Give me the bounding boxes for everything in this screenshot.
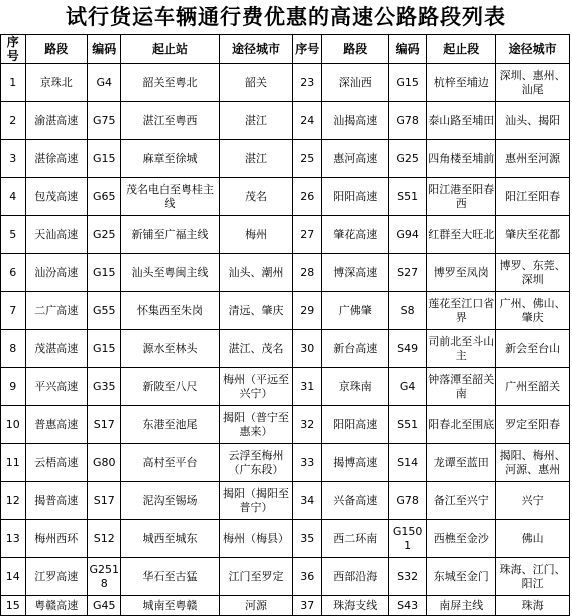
cell-stations: 茂名电白至粤桂主线 <box>121 178 219 216</box>
table-row <box>1 292 570 330</box>
cell-stations: 新铺至广福主线 <box>121 216 219 254</box>
cell-code-2: S51 <box>389 406 427 444</box>
cell-stations: 怀集西至朱岗 <box>121 292 219 330</box>
cell-code-2: G15 <box>389 64 427 102</box>
cell-road: 梅州西环 <box>25 520 87 558</box>
header-code: 编码 <box>88 35 121 64</box>
cell-index-2: 26 <box>293 178 322 216</box>
cell-code-2: G1501 <box>389 520 427 558</box>
cell-road-2: 阳阳高速 <box>322 178 389 216</box>
cell-code-2: G94 <box>389 216 427 254</box>
table-row <box>1 178 570 216</box>
cell-road-2: 揭博高速 <box>322 444 389 482</box>
cell-code: G65 <box>88 178 121 216</box>
cell-code: G80 <box>88 444 121 482</box>
cell-cities-2: 汕头、揭阳 <box>496 102 570 140</box>
table-row <box>1 558 570 596</box>
cell-code: G35 <box>88 368 121 406</box>
cell-code: G2518 <box>88 558 121 596</box>
cell-cities: 湛江 <box>219 102 293 140</box>
cell-sections-2: 红群至大旺北 <box>427 216 496 254</box>
cell-stations: 韶关至粤北 <box>121 64 219 102</box>
cell-cities: 梅州（平远至兴宁） <box>219 368 293 406</box>
table-row <box>1 216 570 254</box>
cell-index-2: 23 <box>293 64 322 102</box>
cell-road-2: 肇花高速 <box>322 216 389 254</box>
cell-sections-2: 阳江港至阳春西 <box>427 178 496 216</box>
cell-index-2: 34 <box>293 482 322 520</box>
cell-road-2: 新台高速 <box>322 330 389 368</box>
cell-cities-2: 广州至韶关 <box>496 368 570 406</box>
cell-road-2: 珠海支线 <box>322 596 389 616</box>
cell-stations: 高村至平台 <box>121 444 219 482</box>
cell-code-2: S32 <box>389 558 427 596</box>
cell-stations: 湛江至粤西 <box>121 102 219 140</box>
table-row <box>1 64 570 102</box>
cell-index: 13 <box>1 520 26 558</box>
cell-code: G55 <box>88 292 121 330</box>
cell-road-2: 西部沿海 <box>322 558 389 596</box>
cell-index: 15 <box>1 596 26 616</box>
cell-index-2: 37 <box>293 596 322 616</box>
cell-road-2: 惠河高速 <box>322 140 389 178</box>
cell-sections-2: 备江至兴宁 <box>427 482 496 520</box>
cell-index-2: 36 <box>293 558 322 596</box>
table-row <box>1 520 570 558</box>
cell-cities: 梅州 <box>219 216 293 254</box>
cell-stations: 东港至池尾 <box>121 406 219 444</box>
cell-cities-2: 揭阳、梅州、河源、惠州 <box>496 444 570 482</box>
header-road-2: 路段 <box>322 35 389 64</box>
cell-index-2: 25 <box>293 140 322 178</box>
cell-index-2: 32 <box>293 406 322 444</box>
cell-cities-2: 阳江至阳春 <box>496 178 570 216</box>
cell-stations: 泥沟至锡场 <box>121 482 219 520</box>
cell-index: 2 <box>1 102 26 140</box>
cell-road-2: 阳阳高速 <box>322 406 389 444</box>
table-row <box>1 330 570 368</box>
table-row <box>1 406 570 444</box>
cell-stations: 城南至粤赣 <box>121 596 219 616</box>
cell-sections-2: 四角楼至埔前 <box>427 140 496 178</box>
cell-code-2: G78 <box>389 102 427 140</box>
cell-sections-2: 阳春北至围底 <box>427 406 496 444</box>
cell-sections-2: 东城至金门 <box>427 558 496 596</box>
cell-index: 14 <box>1 558 26 596</box>
cell-road: 平兴高速 <box>25 368 87 406</box>
cell-code-2: G25 <box>389 140 427 178</box>
cell-cities-2: 佛山 <box>496 520 570 558</box>
cell-cities: 湛江、茂名 <box>219 330 293 368</box>
cell-stations: 城西至城东 <box>121 520 219 558</box>
cell-code-2: S51 <box>389 178 427 216</box>
cell-code: G15 <box>88 254 121 292</box>
header-stations: 起止站 <box>121 35 219 64</box>
cell-road: 渝湛高速 <box>25 102 87 140</box>
cell-cities: 茂名 <box>219 178 293 216</box>
table-row <box>1 596 570 616</box>
cell-index: 5 <box>1 216 26 254</box>
cell-index: 12 <box>1 482 26 520</box>
cell-index-2: 27 <box>293 216 322 254</box>
header-sections-2: 起止段 <box>427 35 496 64</box>
cell-road-2: 深汕西 <box>322 64 389 102</box>
cell-index: 1 <box>1 64 26 102</box>
cell-road: 江罗高速 <box>25 558 87 596</box>
cell-cities-2: 珠海、江门、阳江 <box>496 558 570 596</box>
cell-cities: 江门至罗定 <box>219 558 293 596</box>
cell-road: 包茂高速 <box>25 178 87 216</box>
cell-code-2: S49 <box>389 330 427 368</box>
table-row <box>1 254 570 292</box>
cell-sections-2: 莲花至江口省界 <box>427 292 496 330</box>
cell-index: 3 <box>1 140 26 178</box>
cell-code: G45 <box>88 596 121 616</box>
cell-code-2: S8 <box>389 292 427 330</box>
cell-cities-2: 珠海 <box>496 596 570 616</box>
header-cities: 途径城市 <box>219 35 293 64</box>
header-code-2: 编码 <box>389 35 427 64</box>
cell-code-2: G4 <box>389 368 427 406</box>
cell-cities: 揭阳（揭阳至普宁） <box>219 482 293 520</box>
cell-code: G25 <box>88 216 121 254</box>
table-row <box>1 444 570 482</box>
cell-code-2: S27 <box>389 254 427 292</box>
table-header-row <box>1 35 570 64</box>
cell-index-2: 33 <box>293 444 322 482</box>
cell-code: G15 <box>88 330 121 368</box>
cell-stations: 汕头至粤闽主线 <box>121 254 219 292</box>
cell-road: 茂湛高速 <box>25 330 87 368</box>
cell-sections-2: 杭梓至埔边 <box>427 64 496 102</box>
cell-code-2: G78 <box>389 482 427 520</box>
cell-cities-2: 博罗、东莞、深圳 <box>496 254 570 292</box>
cell-cities: 河源 <box>219 596 293 616</box>
cell-stations: 新陂至八尺 <box>121 368 219 406</box>
cell-index: 8 <box>1 330 26 368</box>
cell-code: G15 <box>88 140 121 178</box>
highway-section-table <box>0 34 570 616</box>
cell-stations: 源水至林头 <box>121 330 219 368</box>
cell-index: 6 <box>1 254 26 292</box>
cell-index: 9 <box>1 368 26 406</box>
cell-cities-2: 兴宁 <box>496 482 570 520</box>
cell-cities-2: 广州、佛山、肇庆 <box>496 292 570 330</box>
cell-stations: 麻章至徐城 <box>121 140 219 178</box>
cell-cities: 韶关 <box>219 64 293 102</box>
cell-index: 10 <box>1 406 26 444</box>
table-row <box>1 482 570 520</box>
cell-sections-2: 西樵至金沙 <box>427 520 496 558</box>
cell-code-2: S14 <box>389 444 427 482</box>
cell-road: 普惠高速 <box>25 406 87 444</box>
cell-index: 7 <box>1 292 26 330</box>
cell-road: 粤赣高速 <box>25 596 87 616</box>
cell-road: 二广高速 <box>25 292 87 330</box>
cell-sections-2: 博罗至凤岗 <box>427 254 496 292</box>
cell-code: S12 <box>88 520 121 558</box>
cell-code: S17 <box>88 482 121 520</box>
cell-cities-2: 罗定至阳春 <box>496 406 570 444</box>
page-title: 试行货运车辆通行费优惠的高速公路路段列表 <box>66 5 506 29</box>
cell-stations: 华石至古猛 <box>121 558 219 596</box>
table-row <box>1 140 570 178</box>
cell-index-2: 29 <box>293 292 322 330</box>
cell-sections-2: 泰山路至埔田 <box>427 102 496 140</box>
cell-cities: 梅州（梅县） <box>219 520 293 558</box>
cell-road: 汕汾高速 <box>25 254 87 292</box>
table-row <box>1 368 570 406</box>
cell-index: 4 <box>1 178 26 216</box>
cell-cities-2: 惠州至河源 <box>496 140 570 178</box>
cell-sections-2: 南屏主线 <box>427 596 496 616</box>
cell-cities: 汕头、潮州 <box>219 254 293 292</box>
cell-index-2: 24 <box>293 102 322 140</box>
cell-road: 揭普高速 <box>25 482 87 520</box>
cell-road-2: 京珠南 <box>322 368 389 406</box>
cell-road-2: 西二环南 <box>322 520 389 558</box>
cell-road: 云梧高速 <box>25 444 87 482</box>
cell-road-2: 广佛肇 <box>322 292 389 330</box>
cell-cities: 揭阳（普宁至惠来） <box>219 406 293 444</box>
cell-cities: 云浮至梅州（广东段） <box>219 444 293 482</box>
table-row <box>1 102 570 140</box>
header-index-2: 序号 <box>293 35 322 64</box>
cell-sections-2: 龙谭至蓝田 <box>427 444 496 482</box>
cell-cities: 湛江 <box>219 140 293 178</box>
cell-road: 湛徐高速 <box>25 140 87 178</box>
cell-road: 天汕高速 <box>25 216 87 254</box>
cell-cities: 清远、肇庆 <box>219 292 293 330</box>
cell-sections-2: 钟落潭至韶关南 <box>427 368 496 406</box>
cell-sections-2: 司前北至斗山主 <box>427 330 496 368</box>
cell-index-2: 31 <box>293 368 322 406</box>
cell-cities-2: 新会至台山 <box>496 330 570 368</box>
cell-cities-2: 深圳、惠州、汕尾 <box>496 64 570 102</box>
cell-cities-2: 肇庆至花都 <box>496 216 570 254</box>
cell-code-2: S43 <box>389 596 427 616</box>
cell-code: G75 <box>88 102 121 140</box>
cell-index-2: 30 <box>293 330 322 368</box>
cell-index-2: 28 <box>293 254 322 292</box>
cell-code: S17 <box>88 406 121 444</box>
cell-road-2: 汕揭高速 <box>322 102 389 140</box>
cell-road-2: 兴备高速 <box>322 482 389 520</box>
header-cities-2: 途径城市 <box>496 35 570 64</box>
cell-road: 京珠北 <box>25 64 87 102</box>
cell-code: G4 <box>88 64 121 102</box>
cell-index: 11 <box>1 444 26 482</box>
header-index: 序号 <box>1 35 26 64</box>
cell-road-2: 博深高速 <box>322 254 389 292</box>
cell-index-2: 35 <box>293 520 322 558</box>
header-road: 路段 <box>25 35 87 64</box>
